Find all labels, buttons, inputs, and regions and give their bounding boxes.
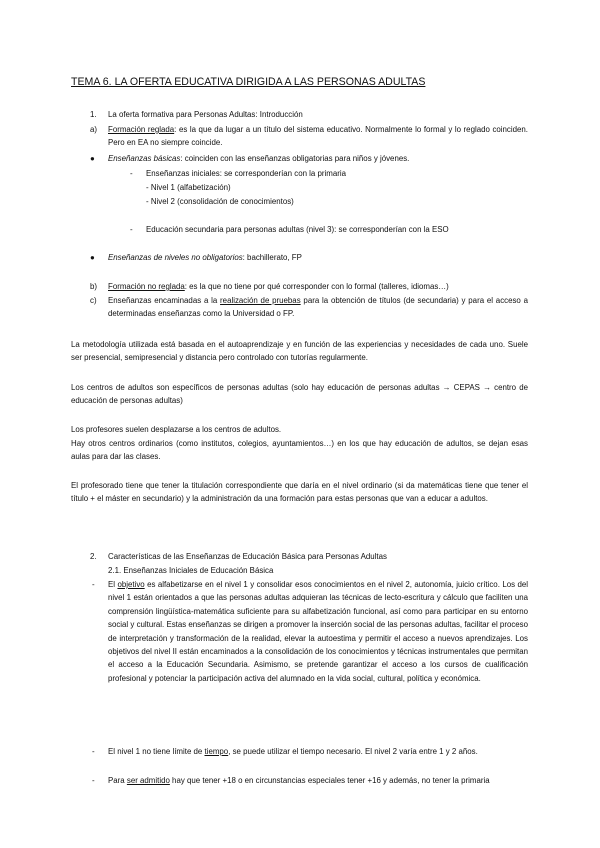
item-a-term: Formación reglada [108, 125, 175, 134]
section-1-heading: La oferta formativa para Personas Adultas: Introducción [108, 110, 303, 119]
sub-item-1-text: Enseñanzas iniciales: se corresponderían con la primaria [146, 169, 347, 178]
time-item-marker: - [92, 747, 95, 756]
item-b-marker: b) [90, 282, 98, 291]
time-item-term: tiempo [204, 747, 229, 756]
section-2-subheading: 2.1. Enseñanzas Iniciales de Educación Básica [108, 566, 274, 575]
bullet-2-marker: ● [90, 253, 95, 262]
bullet-1-marker: ● [90, 154, 95, 163]
section-2-number: 2. [90, 552, 97, 561]
bullet-1-term: Enseñanzas básicas [108, 154, 181, 163]
time-item-pre: El nivel 1 no tiene límite de [108, 747, 205, 756]
paragraph-teacher-qualification: El profesorado tiene que tener la titulación correspondiente que daría en el nivel ordinario (si da matemáticas tiene que tener el título + el máster en secundario) y la administración da una formación para estas personas que van a educar a adultos. [71, 481, 528, 504]
paragraph-methodology: La metodología utilizada está basada en el autoaprendizaje y en función de las experiencias y necesidades de cada uno. Suele ser presencial, semipresencial y distancia pero controlado con tutorías regularmente. [71, 340, 528, 363]
sub-item-2-marker: - [130, 225, 133, 234]
item-b-body: : es la que no tiene por qué corresponder con lo formal (talleres, idiomas…) [184, 282, 449, 291]
admission-item-marker: - [92, 776, 95, 785]
item-a-marker: a) [90, 125, 98, 134]
bullet-1-text [108, 152, 409, 165]
bullet-1-body: : coinciden con las enseñanzas obligatorias para niños y jóvenes. [180, 154, 410, 163]
objective-item-marker: - [92, 580, 95, 589]
paragraph-ordinary-centres: Hay otros centros ordinarios (como institutos, colegios, ayuntamientos…) en los que hay educación de adultos, se dejan esas aulas para dar las clases. [71, 439, 528, 462]
bullet-2-text [108, 251, 302, 264]
item-c-pre: Enseñanzas encaminadas a la [108, 296, 221, 305]
item-b-term: Formación no reglada [108, 282, 185, 291]
nivel-2-line: - Nivel 2 (consolidación de conocimientos) [146, 197, 294, 206]
item-b-text [108, 280, 449, 293]
bullet-2-body: : bachillerato, FP [242, 253, 302, 262]
objective-item-post: es alfabetizarse en el nivel 1 y consolidar esos conocimientos en el nivel 2, autonomía, juicio crítico. Los del nivel 1 están orientados a que las personas adultas adquieran las técnicas de lecto-escritura y cálculo que faciliten una comprensión lingüística-matemática suficiente para su alfabetización funcional, así como para participar en su entorno social y cultural. Estas enseñanzas se dirigen a promover la inserción social de las personas adultas, facilitar el proceso de interpretación y transformación de la realidad, elevar la autoestima y permitir el acceso a nuevos aprendizajes. Los objetivos del nivel II están encaminados a la consolidación de los conocimientos y técnicas instrumentales que permitan el acceso a la Educación Secundaria. Asimismo, se pretende garantizar el acceso a los cursos de cualificación profesional y potenciar la participación activa del alumnado en la vida social, cultural, política y económica. [108, 580, 528, 683]
item-a-text [108, 123, 528, 150]
item-a-body: : es la que da lugar a un título del sistema educativo. Normalmente lo formal y lo reglado coinciden. Pero en EA no siempre coincide. [108, 125, 528, 148]
time-item-post: , se puede utilizar el tiempo necesario. El nivel 2 varía entre 1 y 2 años. [228, 747, 478, 756]
time-item-text [108, 745, 528, 758]
objective-item-term: objetivo [117, 580, 145, 589]
item-c-marker: c) [90, 296, 97, 305]
item-c-text [108, 294, 528, 321]
section-2-heading: Características de las Enseñanzas de Educación Básica para Personas Adultas [108, 552, 387, 561]
admission-item-term: ser admitido [126, 776, 170, 785]
item-c-post: para la obtención de títulos (de secundaria) y para el acceso a determinadas enseñanzas como la Universidad o FP. [108, 296, 528, 319]
admission-item-pre: Para [108, 776, 127, 785]
admission-item-text [108, 774, 528, 787]
sub-item-1-marker: - [130, 169, 133, 178]
document-title: TEMA 6. LA OFERTA EDUCATIVA DIRIGIDA A LAS PERSONAS ADULTAS [71, 76, 426, 88]
paragraph-teachers-line: Los profesores suelen desplazarse a los centros de adultos. [71, 425, 282, 434]
bullet-2-term: Enseñanzas de niveles no obligatorios [108, 253, 243, 262]
section-1-number: 1. [90, 110, 97, 119]
paragraph-centres: Los centros de adultos son específicos de personas adultas (solo hay educación de personas adultas → CEPAS → centro de educación de personas adultas) [71, 383, 528, 406]
item-c-term: realización de pruebas [220, 296, 301, 305]
sub-item-2-text: Educación secundaria para personas adultas (nivel 3): se corresponderían con la ESO [146, 225, 449, 234]
objective-item-pre: El [108, 580, 118, 589]
admission-item-post: hay que tener +18 o en circunstancias especiales tener +16 y además, no tener la primaria [169, 776, 490, 785]
nivel-1-line: - Nivel 1 (alfabetización) [146, 183, 231, 192]
objective-item-text [108, 578, 528, 685]
